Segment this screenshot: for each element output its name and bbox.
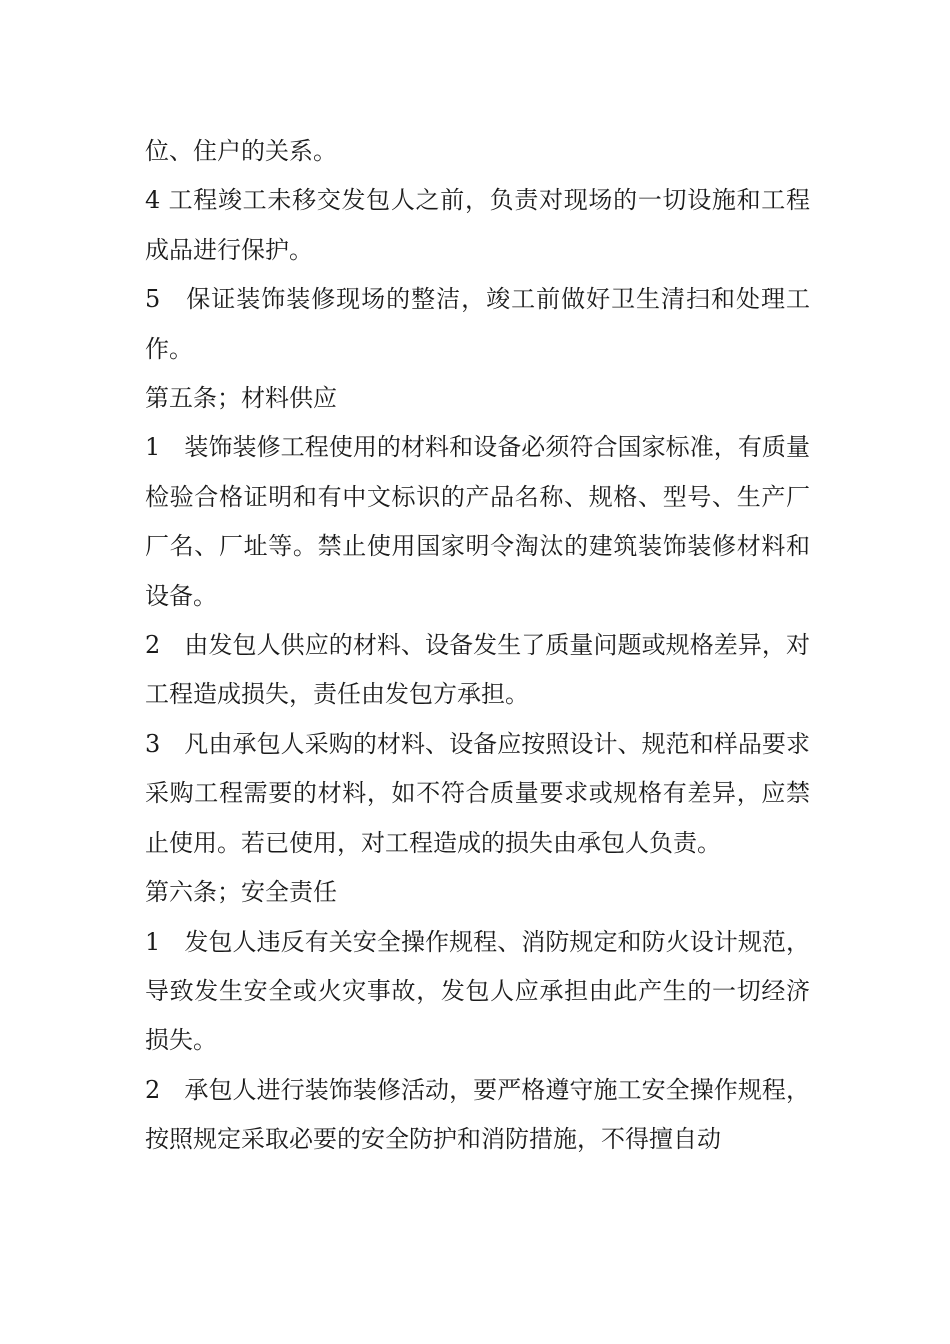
clause-5-site-cleanliness: 5 保证装饰装修现场的整洁，竣工前做好卫生清扫和处理工作。 <box>145 285 810 363</box>
article-5-heading: 第五条；材料供应 <box>145 384 337 413</box>
article-5-clause-1: 1 装饰装修工程使用的材料和设备必须符合国家标准，有质量检验合格证明和有中文标识的产品名称、规格、型号、生产厂厂名、厂址等。禁止使用国家明令淘汰的建筑装饰装修材料和设备。 <box>145 433 810 610</box>
article-6-clause-2: 2 承包人进行装饰装修活动，要严格遵守施工安全操作规程，按照规定采取必要的安全防护和消防措施，不得擅自动 <box>145 1075 810 1154</box>
article-5-clause-2: 2 由发包人供应的材料、设备发生了质量问题或规格差异，对工程造成损失，责任由发包方承担。 <box>145 631 810 709</box>
article-6-clause-1: 1 发包人违反有关安全操作规程、消防规定和防火设计规范，导致发生安全或火灾事故，发包人应承担由此产生的一切经济损失。 <box>145 927 810 1055</box>
document-page <box>145 127 810 1165</box>
clause-4-site-protection: 4 工程竣工未移交发包人之前，负责对现场的一切设施和工程成品进行保护。 <box>145 186 810 264</box>
article-5-clause-3: 3 凡由承包人采购的材料、设备应按照设计、规范和样品要求采购工程需要的材料，如不符合质量要求或规格有差异，应禁止使用。若已使用，对工程造成的损失由承包人负责。 <box>145 729 810 857</box>
article-6-heading: 第六条；安全责任 <box>145 878 337 907</box>
paragraph-continuation: 位、住户的关系。 <box>145 137 337 165</box>
